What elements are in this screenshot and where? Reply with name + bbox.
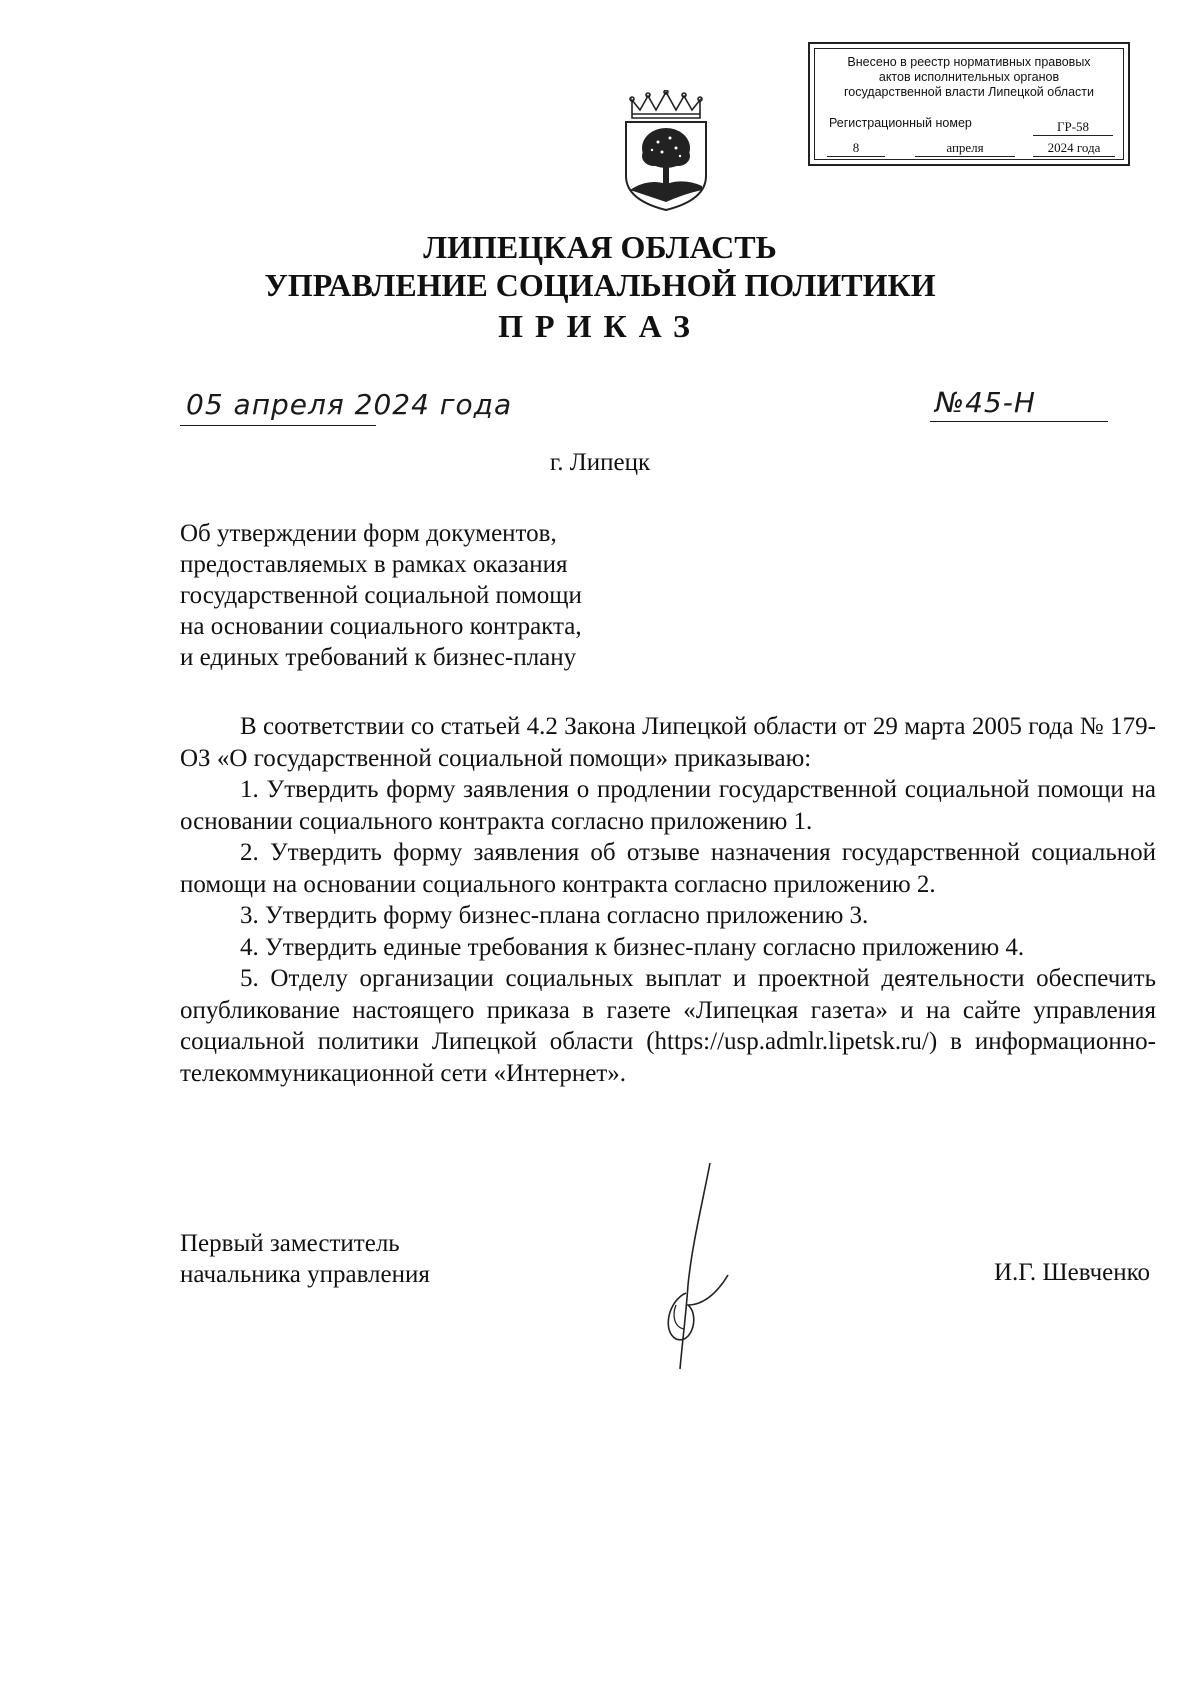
stamp-line: государственной власти Липецкой области <box>843 85 1095 99</box>
subject-line: государственной социальной помощи <box>180 582 582 609</box>
stamp-line: актов исполнительных органов <box>878 70 1060 84</box>
handwritten-date: 05 апреля 2024 года <box>186 388 513 421</box>
date-underline <box>180 425 376 426</box>
stamp-day: 8 <box>827 139 885 157</box>
body-paragraph: 5. Отделу организации социальных выплат и проектной деятельности обеспечить опубликование настоящего приказа в газете «Липецкая газета» и на сайте управления социальной политики Липецкой области (https://usp.admlr.lipetsk.ru/) в информационно-телекоммуникационной сети «Интернет». <box>180 965 1156 1087</box>
registry-stamp <box>808 42 1130 166</box>
body-paragraph: 3. Утвердить форму бизнес-плана согласно приложению 3. <box>240 902 869 929</box>
stamp-line: Внесено в реестр нормативных правовых <box>847 55 1091 69</box>
stamp-year: 2024 года <box>1033 139 1115 157</box>
city-label: г. Липецк <box>549 449 651 476</box>
document-type-title: ПРИКАЗ <box>498 308 702 344</box>
region-title: ЛИПЕЦКАЯ ОБЛАСТЬ <box>423 229 777 265</box>
registry-stamp-inner <box>814 48 1124 160</box>
stamp-reg-label: Регистрационный номер <box>829 116 972 130</box>
coat-of-arms-icon <box>618 90 714 212</box>
signer-name: И.Г. Шевченко <box>993 1259 1150 1286</box>
number-underline <box>930 421 1108 422</box>
subject-line: Об утверждении форм документов, <box>180 520 557 547</box>
department-title: УПРАВЛЕНИЕ СОЦИАЛЬНОЙ ПОЛИТИКИ <box>264 267 936 303</box>
body-paragraph: В соответствии со статьей 4.2 Закона Липецкой области от 29 марта 2005 года № 179-ОЗ «О государственной социальной помощи» приказываю: <box>180 713 1156 772</box>
signer-position-line: Первый заместитель <box>180 1230 400 1257</box>
body-paragraph: 4. Утвердить единые требования к бизнес-плану согласно приложению 4. <box>240 933 1025 961</box>
subject-line: предоставляемых в рамках оказания <box>180 551 568 578</box>
order-subject <box>180 518 582 673</box>
stamp-reg-number: ГР-58 <box>1033 119 1113 136</box>
body-paragraph: 1. Утвердить форму заявления о продлении государственной социальной помощи на основании социального контракта согласно приложению 1. <box>180 776 1156 835</box>
signer-position <box>180 1228 430 1290</box>
subject-line: на основании социального контракта, <box>180 613 582 640</box>
subject-line: и единых требований к бизнес-плану <box>180 644 577 671</box>
body-paragraph: 2. Утвердить форму заявления об отзыве назначения государственной социальной помощи на основании социального контракта согласно приложению 2. <box>180 839 1156 898</box>
handwritten-number: №45-Н <box>935 386 1036 419</box>
handwritten-signature <box>640 1155 740 1375</box>
order-body <box>180 711 1156 1089</box>
stamp-month: апреля <box>915 139 1015 157</box>
signer-position-line: начальника управления <box>180 1261 430 1288</box>
